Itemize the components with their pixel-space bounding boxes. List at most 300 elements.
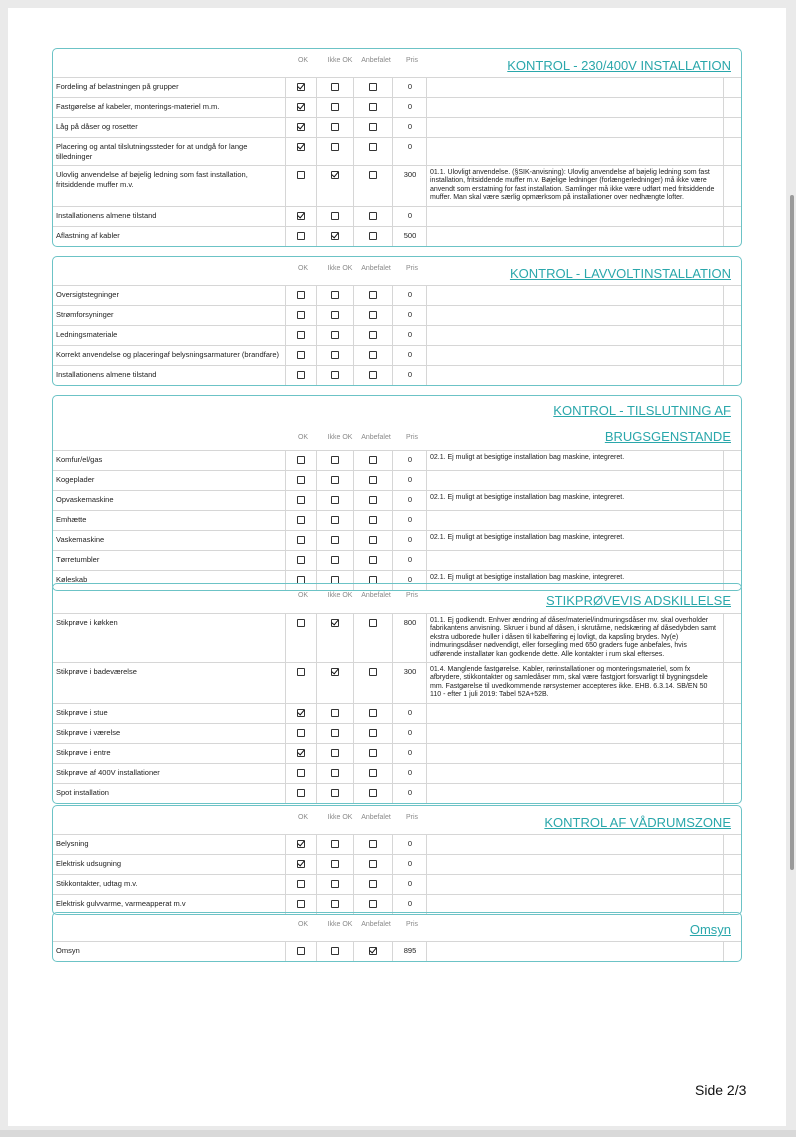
ok-checkbox-checked-icon[interactable]: [297, 212, 305, 220]
anbefalet-checkbox-unchecked-icon[interactable]: [369, 789, 377, 797]
ikke-ok-checkbox-cell: [317, 166, 354, 207]
table-row: [53, 471, 741, 491]
anbefalet-checkbox-unchecked-icon[interactable]: [369, 171, 377, 179]
row-label: Installationens almene tilstand: [53, 366, 286, 386]
col-ikke-ok-header: Ikke OK: [327, 814, 353, 821]
checklist-table: [53, 450, 741, 590]
col-anbefalet-header: Anbefalet: [361, 57, 391, 64]
col-anbefalet-header: Anbefalet: [361, 814, 391, 821]
ok-checkbox-unchecked-icon[interactable]: [297, 496, 305, 504]
table-row: [53, 326, 741, 346]
ok-checkbox-cell: [286, 286, 317, 306]
row-comment: [427, 306, 724, 326]
anbefalet-checkbox-unchecked-icon[interactable]: [369, 556, 377, 564]
anbefalet-checkbox-cell: [354, 875, 393, 895]
table-row: [53, 226, 741, 246]
table-row: [53, 118, 741, 138]
ikke-ok-checkbox-cell: [317, 783, 354, 803]
ikke-ok-checkbox-unchecked-icon[interactable]: [331, 900, 339, 908]
table-row: [53, 875, 741, 895]
row-spacer: [724, 875, 742, 895]
anbefalet-checkbox-cell: [354, 942, 393, 962]
section-header: [53, 913, 741, 941]
row-spacer: [724, 206, 742, 226]
row-comment: [427, 346, 724, 366]
anbefalet-checkbox-unchecked-icon[interactable]: [369, 516, 377, 524]
row-spacer: [724, 118, 742, 138]
section-tilslutning-af-brugsgenstande: [52, 395, 742, 591]
row-label: Elektrisk udsugning: [53, 855, 286, 875]
table-row: [53, 551, 741, 571]
anbefalet-checkbox-cell: [354, 855, 393, 875]
row-price: 0: [393, 118, 427, 138]
section-lavvoltinstallation: [52, 256, 742, 386]
anbefalet-checkbox-cell: [354, 98, 393, 118]
table-row: [53, 942, 741, 962]
ikke-ok-checkbox-cell: [317, 206, 354, 226]
col-ikke-ok-header: Ikke OK: [327, 921, 353, 928]
col-pris-header: Pris: [405, 265, 419, 272]
row-label: Strømforsyninger: [53, 306, 286, 326]
anbefalet-checkbox-cell: [354, 511, 393, 531]
table-row: [53, 206, 741, 226]
ok-checkbox-checked-icon[interactable]: [297, 840, 305, 848]
col-pris-header: Pris: [405, 592, 419, 599]
row-spacer: [724, 306, 742, 326]
row-price: 0: [393, 743, 427, 763]
ok-checkbox-cell: [286, 743, 317, 763]
anbefalet-checkbox-cell: [354, 118, 393, 138]
anbefalet-checkbox-cell: [354, 286, 393, 306]
ok-checkbox-cell: [286, 451, 317, 471]
row-comment: [427, 743, 724, 763]
ikke-ok-checkbox-unchecked-icon[interactable]: [331, 749, 339, 757]
row-comment: [427, 783, 724, 803]
ikke-ok-checkbox-checked-icon[interactable]: [331, 668, 339, 676]
anbefalet-checkbox-cell: [354, 783, 393, 803]
row-label: Fastgørelse af kabeler, monterings-materiel m.m.: [53, 98, 286, 118]
row-price: 0: [393, 703, 427, 723]
ok-checkbox-checked-icon[interactable]: [297, 143, 305, 151]
anbefalet-checkbox-checked-icon[interactable]: [369, 947, 377, 955]
table-row: [53, 703, 741, 723]
row-price: 800: [393, 614, 427, 663]
col-ikke-ok-header: Ikke OK: [327, 57, 353, 64]
ikke-ok-checkbox-cell: [317, 875, 354, 895]
row-label: Opvaskemaskine: [53, 491, 286, 511]
ikke-ok-checkbox-unchecked-icon[interactable]: [331, 789, 339, 797]
row-price: 300: [393, 166, 427, 207]
table-row: [53, 723, 741, 743]
ikke-ok-checkbox-unchecked-icon[interactable]: [331, 291, 339, 299]
table-row: [53, 663, 741, 704]
page-number: Side 2/3: [695, 1082, 747, 1098]
ikke-ok-checkbox-unchecked-icon[interactable]: [331, 860, 339, 868]
ikke-ok-checkbox-unchecked-icon[interactable]: [331, 123, 339, 131]
col-ok-header: OK: [297, 57, 309, 64]
row-price: 0: [393, 306, 427, 326]
anbefalet-checkbox-unchecked-icon[interactable]: [369, 331, 377, 339]
ok-checkbox-cell: [286, 471, 317, 491]
anbefalet-checkbox-unchecked-icon[interactable]: [369, 476, 377, 484]
row-spacer: [724, 942, 742, 962]
row-spacer: [724, 551, 742, 571]
ikke-ok-checkbox-unchecked-icon[interactable]: [331, 947, 339, 955]
ikke-ok-checkbox-cell: [317, 835, 354, 855]
anbefalet-checkbox-unchecked-icon[interactable]: [369, 371, 377, 379]
ok-checkbox-checked-icon[interactable]: [297, 860, 305, 868]
section-header: [53, 396, 741, 450]
anbefalet-checkbox-unchecked-icon[interactable]: [369, 619, 377, 627]
anbefalet-checkbox-unchecked-icon[interactable]: [369, 83, 377, 91]
row-comment: [427, 226, 724, 246]
row-label: Stikprøve i badeværelse: [53, 663, 286, 704]
checklist-table: [53, 941, 741, 961]
row-spacer: [724, 346, 742, 366]
ok-checkbox-unchecked-icon[interactable]: [297, 556, 305, 564]
row-comment: 02.1. Ej muligt at besigtige installation bag maskine, integreret.: [427, 491, 724, 511]
ikke-ok-checkbox-cell: [317, 703, 354, 723]
row-price: 0: [393, 98, 427, 118]
row-label: Stikprøve i stue: [53, 703, 286, 723]
ok-checkbox-cell: [286, 942, 317, 962]
ikke-ok-checkbox-checked-icon[interactable]: [331, 232, 339, 240]
section-header: [53, 49, 741, 77]
row-label: Omsyn: [53, 942, 286, 962]
row-label: Vaskemaskine: [53, 531, 286, 551]
row-comment: [427, 206, 724, 226]
row-price: 0: [393, 286, 427, 306]
ikke-ok-checkbox-cell: [317, 491, 354, 511]
ok-checkbox-cell: [286, 98, 317, 118]
table-row: [53, 78, 741, 98]
ok-checkbox-checked-icon[interactable]: [297, 123, 305, 131]
anbefalet-checkbox-unchecked-icon[interactable]: [369, 456, 377, 464]
ikke-ok-checkbox-unchecked-icon[interactable]: [331, 143, 339, 151]
row-spacer: [724, 855, 742, 875]
row-label: Køleskab: [53, 571, 286, 591]
row-price: 895: [393, 942, 427, 962]
row-comment: [427, 326, 724, 346]
row-comment: [427, 855, 724, 875]
table-row: [53, 614, 741, 663]
ok-checkbox-unchecked-icon[interactable]: [297, 232, 305, 240]
row-price: 0: [393, 471, 427, 491]
anbefalet-checkbox-cell: [354, 663, 393, 704]
section-title: STIKPRØVEVIS ADSKILLELSE: [546, 593, 731, 608]
row-comment: [427, 723, 724, 743]
anbefalet-checkbox-unchecked-icon[interactable]: [369, 769, 377, 777]
ok-checkbox-unchecked-icon[interactable]: [297, 536, 305, 544]
ikke-ok-checkbox-cell: [317, 366, 354, 386]
ikke-ok-checkbox-cell: [317, 286, 354, 306]
anbefalet-checkbox-unchecked-icon[interactable]: [369, 880, 377, 888]
anbefalet-checkbox-cell: [354, 138, 393, 166]
checklist-table: [53, 77, 741, 246]
anbefalet-checkbox-cell: [354, 366, 393, 386]
ikke-ok-checkbox-cell: [317, 326, 354, 346]
row-price: 0: [393, 491, 427, 511]
ok-checkbox-cell: [286, 366, 317, 386]
ikke-ok-checkbox-checked-icon[interactable]: [331, 619, 339, 627]
ok-checkbox-checked-icon[interactable]: [297, 83, 305, 91]
ikke-ok-checkbox-unchecked-icon[interactable]: [331, 103, 339, 111]
anbefalet-checkbox-cell: [354, 835, 393, 855]
ok-checkbox-cell: [286, 614, 317, 663]
ok-checkbox-cell: [286, 491, 317, 511]
anbefalet-checkbox-unchecked-icon[interactable]: [369, 729, 377, 737]
row-comment: 02.1. Ej muligt at besigtige installation bag maskine, integreret.: [427, 571, 724, 591]
row-spacer: [724, 78, 742, 98]
row-comment: 01.1. Ulovligt anvendelse. (§SIK-anvisning): Ulovlig anvendelse af bøjelig ledning som fast installation, fritsiddende muffer m.v. Bøjelige ledninger (forlængerledninger) må ikke være anvendt som erstatning for fast installation. Samlinger må ikke være udført med fritsiddende muffer. Man skal være særlig opmærksom på installationer over nedhængte lofter.: [427, 166, 724, 207]
ok-checkbox-unchecked-icon[interactable]: [297, 331, 305, 339]
row-label: Stikprøve i værelse: [53, 723, 286, 743]
col-ok-header: OK: [297, 434, 309, 441]
ok-checkbox-cell: [286, 326, 317, 346]
ok-checkbox-unchecked-icon[interactable]: [297, 476, 305, 484]
ok-checkbox-unchecked-icon[interactable]: [297, 668, 305, 676]
ikke-ok-checkbox-cell: [317, 551, 354, 571]
table-row: [53, 511, 741, 531]
anbefalet-checkbox-cell: [354, 551, 393, 571]
ikke-ok-checkbox-unchecked-icon[interactable]: [331, 212, 339, 220]
ok-checkbox-checked-icon[interactable]: [297, 103, 305, 111]
ok-checkbox-cell: [286, 703, 317, 723]
anbefalet-checkbox-unchecked-icon[interactable]: [369, 536, 377, 544]
ok-checkbox-unchecked-icon[interactable]: [297, 291, 305, 299]
anbefalet-checkbox-unchecked-icon[interactable]: [369, 103, 377, 111]
table-row: [53, 743, 741, 763]
row-comment: [427, 511, 724, 531]
anbefalet-checkbox-cell: [354, 166, 393, 207]
ok-checkbox-cell: [286, 531, 317, 551]
anbefalet-checkbox-unchecked-icon[interactable]: [369, 311, 377, 319]
section-title: Omsyn: [689, 922, 731, 937]
row-comment: 02.1. Ej muligt at besigtige installation bag maskine, integreret.: [427, 451, 724, 471]
ikke-ok-checkbox-unchecked-icon[interactable]: [331, 729, 339, 737]
ikke-ok-checkbox-checked-icon[interactable]: [331, 171, 339, 179]
ikke-ok-checkbox-unchecked-icon[interactable]: [331, 83, 339, 91]
row-spacer: [724, 835, 742, 855]
anbefalet-checkbox-unchecked-icon[interactable]: [369, 212, 377, 220]
anbefalet-checkbox-cell: [354, 226, 393, 246]
ikke-ok-checkbox-cell: [317, 346, 354, 366]
row-spacer: [724, 226, 742, 246]
section-230-400v-installation: [52, 48, 742, 247]
ikke-ok-checkbox-unchecked-icon[interactable]: [331, 456, 339, 464]
anbefalet-checkbox-unchecked-icon[interactable]: [369, 668, 377, 676]
section-title-line2: BRUGSGENSTANDE: [604, 429, 731, 444]
table-row: [53, 286, 741, 306]
row-comment: 01.1. Ej godkendt. Enhver ændring af dåser/materiel/indmuringsdåser mv. skal overholder fabrikantens anvisning. Skruer i bund af dåsen, i skrutårne, nedskæring af dåsedybden samt ekstra udborede huller i dåsen til kabelføring ej lovligt, da kapsling brydes. Ny(e) indmuringsdåser nødvendigt, eller forsegling med 650 graders fuge anbefales, hvis udførende installatør kan godkende dette. Alle kontakter i rum skal efterses.: [427, 614, 724, 663]
ikke-ok-checkbox-unchecked-icon[interactable]: [331, 496, 339, 504]
anbefalet-checkbox-cell: [354, 471, 393, 491]
col-pris-header: Pris: [405, 814, 419, 821]
row-comment: [427, 835, 724, 855]
col-anbefalet-header: Anbefalet: [361, 265, 391, 272]
ok-checkbox-cell: [286, 78, 317, 98]
section-header: [53, 584, 741, 613]
row-price: 0: [393, 723, 427, 743]
row-spacer: [724, 286, 742, 306]
ikke-ok-checkbox-cell: [317, 118, 354, 138]
col-pris-header: Pris: [405, 57, 419, 64]
row-label: Stikprøve i køkken: [53, 614, 286, 663]
vertical-scrollbar[interactable]: [790, 195, 794, 870]
row-spacer: [724, 511, 742, 531]
ok-checkbox-unchecked-icon[interactable]: [297, 900, 305, 908]
row-label: Ulovlig anvendelse af bøjelig ledning som fast installation, fritsiddende muffer m.v.: [53, 166, 286, 207]
anbefalet-checkbox-unchecked-icon[interactable]: [369, 860, 377, 868]
row-price: 0: [393, 763, 427, 783]
row-spacer: [724, 326, 742, 346]
ikke-ok-checkbox-unchecked-icon[interactable]: [331, 709, 339, 717]
ok-checkbox-cell: [286, 306, 317, 326]
ikke-ok-checkbox-cell: [317, 471, 354, 491]
ok-checkbox-unchecked-icon[interactable]: [297, 351, 305, 359]
anbefalet-checkbox-unchecked-icon[interactable]: [369, 749, 377, 757]
ok-checkbox-cell: [286, 783, 317, 803]
row-spacer: [724, 743, 742, 763]
table-row: [53, 783, 741, 803]
row-label: Stikkontakter, udtag m.v.: [53, 875, 286, 895]
anbefalet-checkbox-unchecked-icon[interactable]: [369, 709, 377, 717]
anbefalet-checkbox-cell: [354, 451, 393, 471]
section-title: [553, 398, 731, 450]
row-price: 0: [393, 366, 427, 386]
anbefalet-checkbox-unchecked-icon[interactable]: [369, 123, 377, 131]
ok-checkbox-unchecked-icon[interactable]: [297, 456, 305, 464]
ok-checkbox-unchecked-icon[interactable]: [297, 947, 305, 955]
section-omsyn: [52, 912, 742, 962]
row-label: Tørretumbler: [53, 551, 286, 571]
anbefalet-checkbox-unchecked-icon[interactable]: [369, 143, 377, 151]
table-row: [53, 138, 741, 166]
ok-checkbox-unchecked-icon[interactable]: [297, 516, 305, 524]
ikke-ok-checkbox-cell: [317, 226, 354, 246]
row-spacer: [724, 614, 742, 663]
section-header: [53, 806, 741, 834]
checklist-table: [53, 285, 741, 385]
row-label: Oversigtstegninger: [53, 286, 286, 306]
section-title-line1: KONTROL - TILSLUTNING AF: [553, 403, 731, 418]
anbefalet-checkbox-cell: [354, 346, 393, 366]
anbefalet-checkbox-cell: [354, 326, 393, 346]
row-price: 0: [393, 855, 427, 875]
ok-checkbox-unchecked-icon[interactable]: [297, 371, 305, 379]
ikke-ok-checkbox-unchecked-icon[interactable]: [331, 311, 339, 319]
row-comment: [427, 118, 724, 138]
ikke-ok-checkbox-unchecked-icon[interactable]: [331, 351, 339, 359]
row-spacer: [724, 138, 742, 166]
ok-checkbox-checked-icon[interactable]: [297, 709, 305, 717]
table-row: [53, 835, 741, 855]
ikke-ok-checkbox-unchecked-icon[interactable]: [331, 840, 339, 848]
ikke-ok-checkbox-cell: [317, 531, 354, 551]
ok-checkbox-cell: [286, 663, 317, 704]
ikke-ok-checkbox-unchecked-icon[interactable]: [331, 556, 339, 564]
row-comment: 02.1. Ej muligt at besigtige installation bag maskine, integreret.: [427, 531, 724, 551]
ok-checkbox-unchecked-icon[interactable]: [297, 619, 305, 627]
table-row: [53, 306, 741, 326]
row-label: Ledningsmateriale: [53, 326, 286, 346]
row-price: 0: [393, 138, 427, 166]
table-row: [53, 855, 741, 875]
row-price: 0: [393, 346, 427, 366]
ok-checkbox-unchecked-icon[interactable]: [297, 880, 305, 888]
checklist-table: [53, 834, 741, 914]
row-comment: [427, 551, 724, 571]
ok-checkbox-cell: [286, 835, 317, 855]
ok-checkbox-cell: [286, 511, 317, 531]
ikke-ok-checkbox-unchecked-icon[interactable]: [331, 536, 339, 544]
row-comment: [427, 286, 724, 306]
ikke-ok-checkbox-cell: [317, 511, 354, 531]
row-spacer: [724, 723, 742, 743]
row-label: Fordeling af belastningen på grupper: [53, 78, 286, 98]
row-spacer: [724, 451, 742, 471]
ok-checkbox-unchecked-icon[interactable]: [297, 311, 305, 319]
ok-checkbox-unchecked-icon[interactable]: [297, 171, 305, 179]
col-ikke-ok-header: Ikke OK: [327, 265, 353, 272]
anbefalet-checkbox-unchecked-icon[interactable]: [369, 351, 377, 359]
ikke-ok-checkbox-cell: [317, 451, 354, 471]
row-label: Stikprøve af 400V installationer: [53, 763, 286, 783]
anbefalet-checkbox-unchecked-icon[interactable]: [369, 496, 377, 504]
ikke-ok-checkbox-cell: [317, 306, 354, 326]
ok-checkbox-unchecked-icon[interactable]: [297, 729, 305, 737]
table-row: [53, 491, 741, 511]
col-ikke-ok-header: Ikke OK: [327, 592, 353, 599]
row-price: 0: [393, 875, 427, 895]
row-comment: [427, 366, 724, 386]
anbefalet-checkbox-unchecked-icon[interactable]: [369, 900, 377, 908]
row-comment: 01.4. Manglende fastgørelse. Kabler, rørinstallationer og monteringsmateriel, som fx afbrydere, stikkontakter og samledåser mm, skal være fastgjort forsvarligt til bygningsdele mm. Fastgørelse til uvedkommende rørsystemer accepteres ikke. EHB. 6.3.14. SB/EN 50 110 - efter 1 juli 2019: Tabel 52A+52B.: [427, 663, 724, 704]
ok-checkbox-cell: [286, 551, 317, 571]
ok-checkbox-cell: [286, 138, 317, 166]
ok-checkbox-unchecked-icon[interactable]: [297, 789, 305, 797]
row-price: 0: [393, 571, 427, 591]
ok-checkbox-cell: [286, 226, 317, 246]
ok-checkbox-checked-icon[interactable]: [297, 749, 305, 757]
ok-checkbox-unchecked-icon[interactable]: [297, 769, 305, 777]
ikke-ok-checkbox-unchecked-icon[interactable]: [331, 371, 339, 379]
row-price: 0: [393, 531, 427, 551]
ikke-ok-checkbox-unchecked-icon[interactable]: [331, 880, 339, 888]
col-ok-header: OK: [297, 592, 309, 599]
row-label: Låg på dåser og rosetter: [53, 118, 286, 138]
row-spacer: [724, 703, 742, 723]
anbefalet-checkbox-cell: [354, 614, 393, 663]
ikke-ok-checkbox-unchecked-icon[interactable]: [331, 331, 339, 339]
row-label: Kogeplader: [53, 471, 286, 491]
row-label: Komfur/el/gas: [53, 451, 286, 471]
anbefalet-checkbox-unchecked-icon[interactable]: [369, 840, 377, 848]
table-row: [53, 366, 741, 386]
anbefalet-checkbox-unchecked-icon[interactable]: [369, 232, 377, 240]
anbefalet-checkbox-cell: [354, 206, 393, 226]
row-price: 300: [393, 663, 427, 704]
col-ok-header: OK: [297, 814, 309, 821]
row-label: Aflastning af kabler: [53, 226, 286, 246]
row-price: 0: [393, 895, 427, 915]
ikke-ok-checkbox-unchecked-icon[interactable]: [331, 476, 339, 484]
row-label: Belysning: [53, 835, 286, 855]
ikke-ok-checkbox-unchecked-icon[interactable]: [331, 769, 339, 777]
ikke-ok-checkbox-unchecked-icon[interactable]: [331, 516, 339, 524]
ikke-ok-checkbox-cell: [317, 855, 354, 875]
anbefalet-checkbox-unchecked-icon[interactable]: [369, 291, 377, 299]
